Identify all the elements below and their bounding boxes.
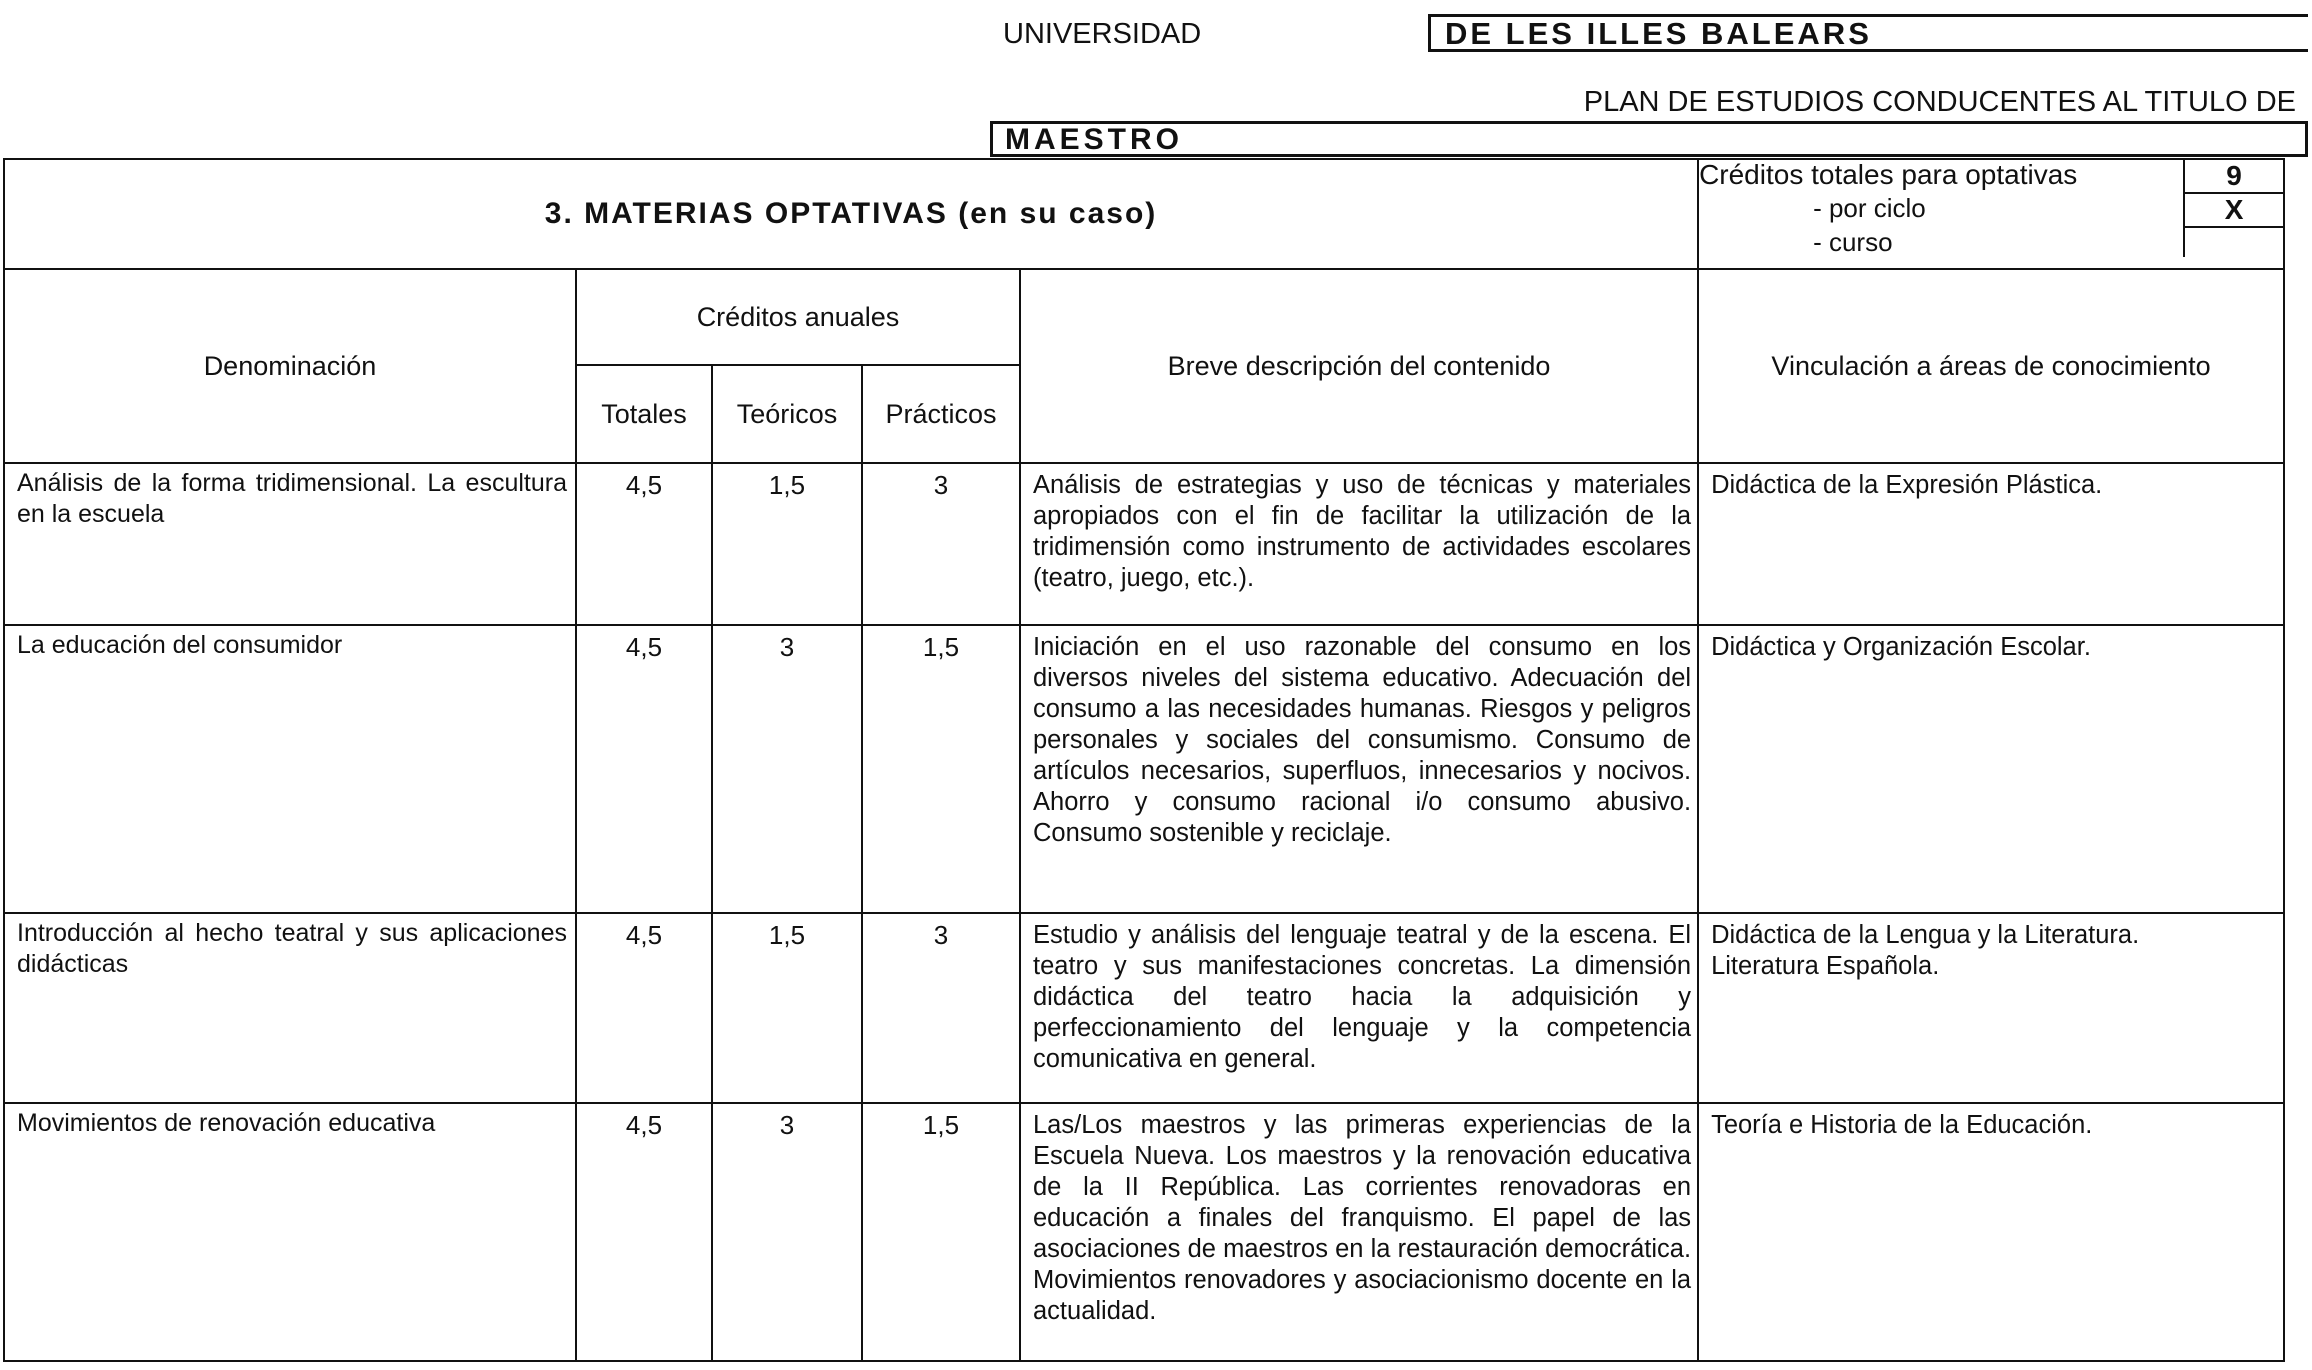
subject-description: Iniciación en el uso razonable del consumo en los diversos niveles del sistema educativo. Adecuación del consumo a las necesidades humanas. Riesgos y peligros personales y sociales del consumismo. Consumo de artículos necesarios, superfluos, innecesarios y nocivos. Ahorro y consumo racional i/o consumo abusivo. Consumo sostenible y reciclaje. — [1020, 625, 1698, 913]
credits-summary — [1698, 159, 2284, 269]
subject-name: Movimientos de renovación educativa — [4, 1103, 576, 1361]
col-totales: Totales — [576, 365, 712, 463]
credits-totales: 4,5 — [576, 1103, 712, 1361]
credits-practicos: 1,5 — [862, 1103, 1020, 1361]
curso-label: - curso — [1813, 227, 1893, 257]
credits-totales: 4,5 — [576, 625, 712, 913]
por-ciclo-label: - por ciclo — [1813, 193, 1926, 223]
credits-total-value: 9 — [2184, 160, 2283, 193]
credits-total-label: Créditos totales para optativas — [1699, 159, 2078, 190]
knowledge-area-line: Literatura Española. — [1711, 952, 1940, 980]
university-label: UNIVERSIDAD — [1003, 18, 1202, 50]
credits-practicos: 1,5 — [862, 625, 1020, 913]
credits-totales: 4,5 — [576, 913, 712, 1103]
col-practicos: Prácticos — [862, 365, 1020, 463]
table-row — [4, 625, 2284, 913]
por-ciclo-value: X — [2184, 193, 2283, 227]
optional-subjects-table — [3, 158, 2285, 1362]
credits-teoricos: 1,5 — [712, 463, 862, 625]
table-row — [4, 463, 2284, 625]
knowledge-area: Didáctica y Organización Escolar. — [1698, 625, 2284, 913]
col-vinculacion: Vinculación a áreas de conocimiento — [1698, 269, 2284, 463]
section-title: 3. MATERIAS OPTATIVAS (en su caso) — [4, 159, 1698, 269]
subject-name: La educación del consumidor — [4, 625, 576, 913]
credits-teoricos: 1,5 — [712, 913, 862, 1103]
knowledge-area: Teoría e Historia de la Educación. — [1698, 1103, 2284, 1361]
degree-name: MAESTRO — [990, 121, 2308, 157]
subject-description: Estudio y análisis del lenguaje teatral y de la escena. El teatro y sus manifestaciones concretas. La dimensión didáctica del teatro hacia la adquisición y perfeccionamiento del lenguaje y la competencia comunicativa en general. — [1020, 913, 1698, 1103]
table-row — [4, 1103, 2284, 1361]
subject-description: Las/Los maestros y las primeras experiencias de la Escuela Nueva. Los maestros y la renovación educativa de la II República. Las corrientes renovadoras en educación a finales del franquismo. El papel de las asociaciones de maestros en la restauración democrática. Movimientos renovadores y asociacionismo docente en la actualidad. — [1020, 1103, 1698, 1361]
knowledge-area: Didáctica de la Expresión Plástica. — [1698, 463, 2284, 625]
credits-practicos: 3 — [862, 463, 1020, 625]
university-name: DE LES ILLES BALEARS — [1428, 14, 2308, 52]
plan-label: PLAN DE ESTUDIOS CONDUCENTES AL TITULO DE — [1583, 86, 2296, 118]
credits-teoricos: 3 — [712, 1103, 862, 1361]
col-denominacion: Denominación — [4, 269, 576, 463]
col-teoricos: Teóricos — [712, 365, 862, 463]
credits-totales: 4,5 — [576, 463, 712, 625]
subject-description: Análisis de estrategias y uso de técnicas y materiales apropiados con el fin de facilitar la utilización de la tridimensión como instrumento de actividades escolares (teatro, juego, etc.). — [1020, 463, 1698, 625]
credits-practicos: 3 — [862, 913, 1020, 1103]
subject-name: Análisis de la forma tridimensional. La escultura en la escuela — [4, 463, 576, 625]
credits-teoricos: 3 — [712, 625, 862, 913]
subject-name: Introducción al hecho teatral y sus aplicaciones didácticas — [4, 913, 576, 1103]
col-creditos-anuales: Créditos anuales — [576, 269, 1020, 365]
knowledge-area-line: Didáctica de la Lengua y la Literatura. — [1711, 921, 2140, 949]
table-row — [4, 913, 2284, 1103]
curso-value — [2184, 227, 2283, 257]
knowledge-area — [1698, 913, 2284, 1103]
col-descripcion: Breve descripción del contenido — [1020, 269, 1698, 463]
